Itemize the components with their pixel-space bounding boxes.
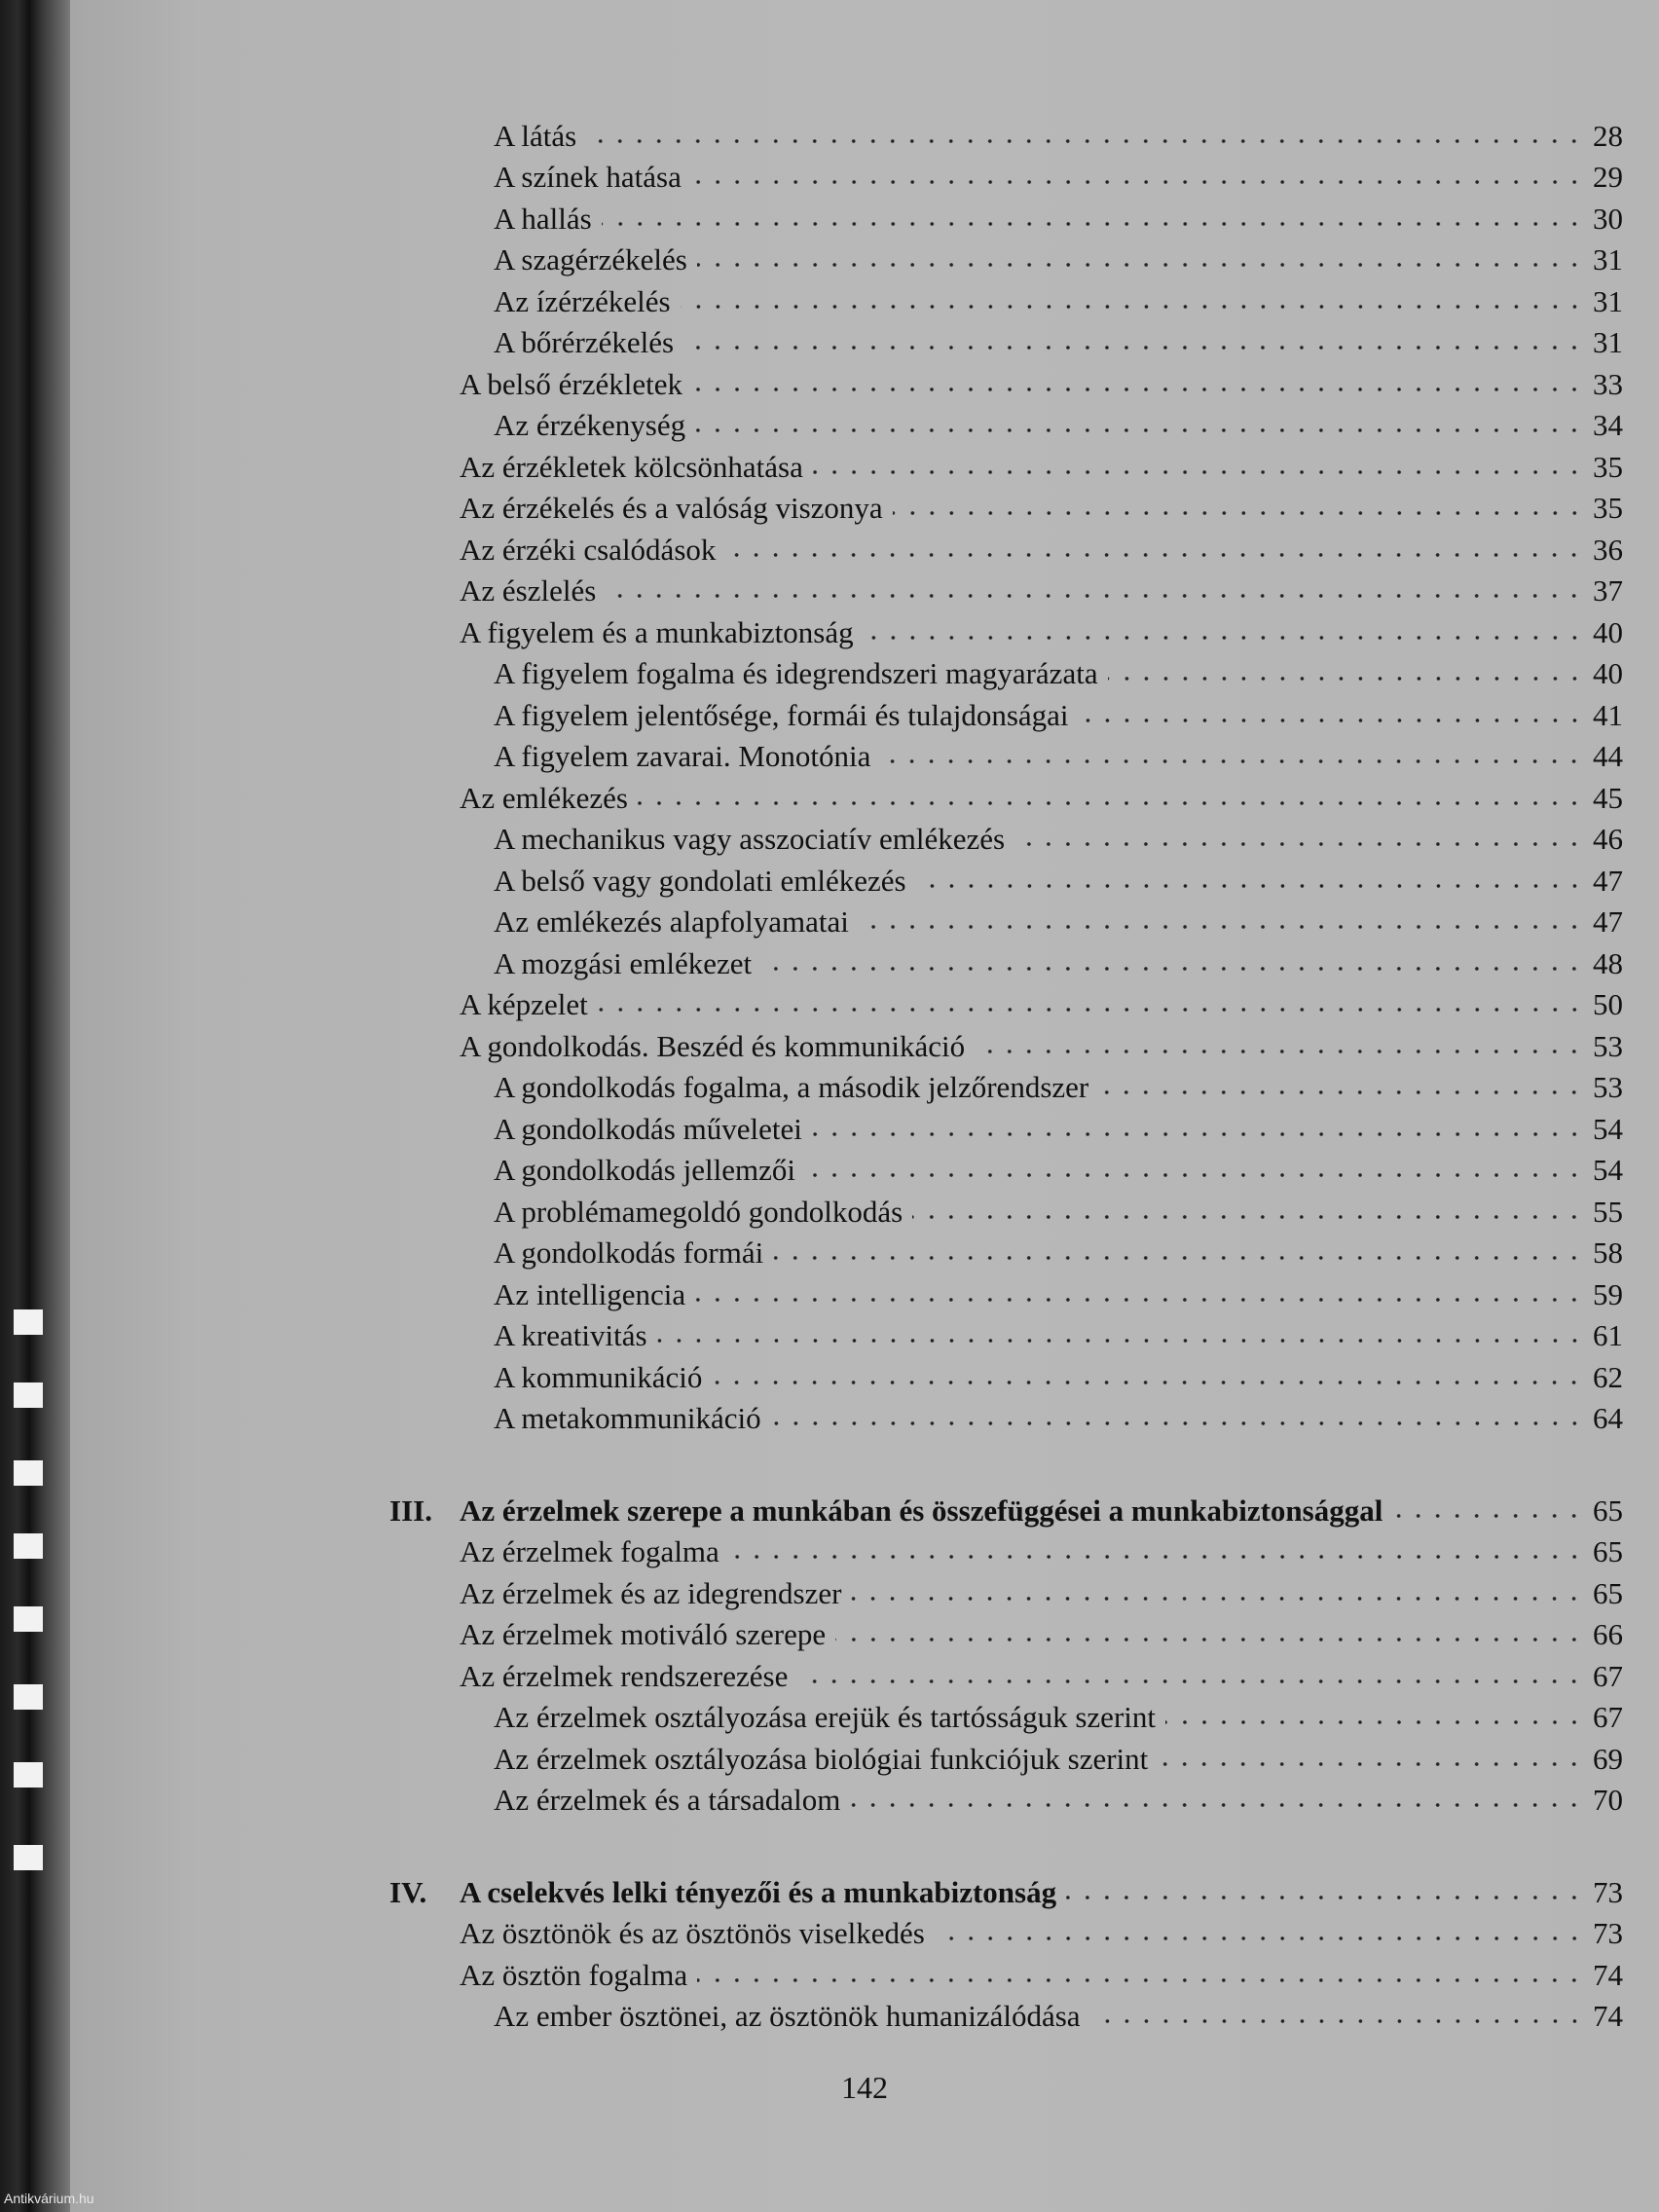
dot-leader	[1158, 1761, 1584, 1767]
spine-mark	[14, 1845, 43, 1870]
toc-page-number: 35	[1593, 450, 1623, 484]
toc-entry-label: A metakommunikáció	[494, 1401, 761, 1435]
toc-row	[460, 570, 1623, 608]
toc-page-number: 31	[1593, 325, 1623, 359]
toc-page-number: 44	[1593, 739, 1623, 773]
toc-page-number: 47	[1593, 904, 1623, 939]
toc-entry-label: Az érzelmek rendszerezése	[460, 1659, 789, 1693]
toc-entry-label: A kommunikáció	[494, 1360, 703, 1394]
toc-row	[494, 404, 1623, 443]
toc-entry-label: A kreativitás	[494, 1318, 647, 1352]
dot-leader	[606, 593, 1584, 599]
toc-row	[494, 652, 1623, 691]
dot-leader	[880, 758, 1584, 764]
toc-entry-label: Az érzelmek osztályozása erejük és tartósságuk szerint	[494, 1700, 1156, 1734]
toc-page-number: 37	[1593, 573, 1623, 608]
dot-leader	[697, 1977, 1584, 1983]
table-of-contents	[70, 0, 1659, 2212]
dot-leader	[761, 966, 1584, 972]
toc-page-number: 67	[1593, 1700, 1623, 1734]
toc-entry-label: Az emlékezés alapfolyamatai	[494, 904, 849, 939]
toc-page-number: 47	[1593, 864, 1623, 898]
toc-chapter-row	[389, 1871, 1623, 1910]
spine-mark	[14, 1533, 43, 1559]
dot-leader	[805, 1172, 1584, 1178]
toc-entry-label: Az érzékletek kölcsönhatása	[460, 450, 803, 484]
toc-row	[460, 1572, 1623, 1611]
toc-row	[494, 1738, 1623, 1777]
toc-row	[494, 1779, 1623, 1818]
toc-page-number: 54	[1593, 1153, 1623, 1187]
toc-row	[460, 1025, 1623, 1064]
toc-entry-label: A cselekvés lelki tényezői és a munkabiztonság	[460, 1875, 1057, 1909]
toc-entry-label: Az érzelmek osztályozása biológiai funkciójuk szerint	[494, 1742, 1149, 1776]
dot-leader	[1090, 2018, 1584, 2024]
toc-row	[460, 363, 1623, 402]
dot-leader	[850, 1802, 1584, 1808]
dot-leader	[586, 138, 1584, 144]
toc-row	[460, 777, 1623, 816]
toc-row	[494, 1356, 1623, 1395]
toc-row	[494, 1149, 1623, 1188]
toc-page-number: 67	[1593, 1659, 1623, 1693]
toc-entry-label: Az érzelmek és a társadalom	[494, 1783, 841, 1817]
spine-mark	[14, 1382, 43, 1408]
dot-leader	[1165, 1719, 1584, 1725]
toc-entry-label: A figyelem zavarai. Monotónia	[494, 739, 871, 773]
toc-entry-label: A hallás	[494, 202, 592, 236]
book-spine	[0, 0, 70, 2212]
dot-leader	[598, 1007, 1584, 1013]
dot-leader	[691, 179, 1584, 185]
toc-entry-label: Az észlelés	[460, 573, 597, 608]
toc-page-number: 33	[1593, 367, 1623, 401]
dot-leader	[1098, 1089, 1584, 1095]
toc-page-number: 65	[1593, 1534, 1623, 1568]
toc-entry-label: A mozgási emlékezet	[494, 946, 753, 980]
toc-entry-label: Az ízérzékelés	[494, 284, 671, 318]
toc-page-number: 46	[1593, 822, 1623, 856]
toc-page-number: 55	[1593, 1195, 1623, 1229]
spine-mark	[14, 1606, 43, 1632]
dot-leader	[975, 1049, 1584, 1054]
toc-entry-label: A gondolkodás műveletei	[494, 1112, 802, 1146]
toc-page-number: 64	[1593, 1401, 1623, 1435]
toc-entry-label: A szagérzékelés	[494, 242, 687, 276]
toc-entry-label: A belső vagy gondolati emlékezés	[494, 864, 906, 898]
toc-row	[494, 1191, 1623, 1230]
toc-page-number: 70	[1593, 1783, 1623, 1817]
toc-entry-label: A gondolkodás jellemzői	[494, 1153, 795, 1187]
toc-row	[494, 1108, 1623, 1147]
dot-leader	[712, 1380, 1584, 1385]
toc-row	[460, 611, 1623, 650]
dot-leader	[1108, 676, 1584, 682]
dot-leader	[692, 387, 1584, 392]
toc-row	[494, 860, 1623, 899]
toc-entry-label: A gondolkodás. Beszéd és kommunikáció	[460, 1029, 966, 1063]
dot-leader	[683, 345, 1584, 350]
spine-mark	[14, 1309, 43, 1335]
toc-row	[460, 1655, 1623, 1694]
toc-entry-label: A mechanikus vagy asszociatív emlékezés	[494, 822, 1006, 856]
toc-entry-label: Az ösztön fogalma	[460, 1958, 688, 1992]
toc-page-number: 65	[1593, 1576, 1623, 1610]
toc-row	[494, 1232, 1623, 1271]
dot-leader	[697, 262, 1584, 268]
toc-page-number: 36	[1593, 533, 1623, 567]
toc-page-number: 59	[1593, 1277, 1623, 1311]
toc-row	[460, 1530, 1623, 1569]
dot-leader	[859, 924, 1584, 930]
spine-mark	[14, 1762, 43, 1788]
toc-page-number: 45	[1593, 781, 1623, 815]
dot-leader	[916, 883, 1584, 889]
dot-leader	[813, 469, 1584, 475]
toc-row	[494, 818, 1623, 857]
toc-entry-label: Az érzelmek motiváló szerepe	[460, 1617, 827, 1651]
toc-row	[494, 1995, 1623, 2034]
toc-entry-label: Az érzelmek fogalma	[460, 1534, 719, 1568]
toc-row	[460, 1912, 1623, 1951]
dot-leader	[912, 1214, 1584, 1220]
page-number: 142	[841, 2070, 888, 2105]
toc-row	[460, 487, 1623, 526]
watermark: Antikvárium.hu	[4, 2191, 94, 2206]
toc-entry-label: Az érzelmek és az idegrendszer	[460, 1576, 842, 1610]
toc-page-number: 53	[1593, 1029, 1623, 1063]
dot-leader	[695, 427, 1584, 433]
spine-mark	[14, 1684, 43, 1710]
dot-leader	[771, 1420, 1584, 1426]
dot-leader	[729, 1554, 1584, 1560]
toc-entry-label: A gondolkodás formái	[494, 1235, 764, 1270]
toc-row	[494, 694, 1623, 733]
toc-row	[460, 1954, 1623, 1993]
toc-entry-label: Az érzéki csalódások	[460, 533, 717, 567]
toc-page-number: 58	[1593, 1235, 1623, 1270]
toc-row	[494, 280, 1623, 319]
dot-leader	[851, 1596, 1584, 1602]
toc-page-number: 41	[1593, 698, 1623, 732]
toc-row	[494, 198, 1623, 237]
toc-row	[460, 983, 1623, 1022]
toc-page-number: 40	[1593, 656, 1623, 690]
dot-leader	[812, 1131, 1584, 1137]
toc-entry-label: Az ember ösztönei, az ösztönök humanizálódása	[494, 1999, 1081, 2033]
toc-row	[494, 115, 1623, 154]
toc-entry-label: A színek hatása	[494, 160, 682, 194]
toc-entry-label: A figyelem jelentősége, formái és tulajdonságai	[494, 698, 1069, 732]
chapter-number: III.	[389, 1493, 432, 1528]
dot-leader	[1014, 841, 1584, 847]
dot-leader	[935, 1936, 1584, 1941]
toc-page-number: 34	[1593, 408, 1623, 442]
toc-entry-label: A bőrérzékelés	[494, 325, 675, 359]
toc-entry-label: A figyelem és a munkabiztonság	[460, 615, 854, 649]
toc-page-number: 74	[1593, 1958, 1623, 1992]
book-page	[70, 0, 1659, 2212]
toc-row	[460, 446, 1623, 485]
toc-page-number: 50	[1593, 987, 1623, 1021]
toc-entry-label: A képzelet	[460, 987, 588, 1021]
dot-leader	[1066, 1895, 1584, 1900]
toc-page-number: 61	[1593, 1318, 1623, 1352]
toc-page-number: 29	[1593, 160, 1623, 194]
toc-chapter-row	[389, 1490, 1623, 1529]
toc-entry-label: A problémamegoldó gondolkodás	[494, 1195, 903, 1229]
toc-page-number: 40	[1593, 615, 1623, 649]
toc-row	[494, 1066, 1623, 1105]
toc-entry-label: Az érzékenység	[494, 408, 686, 442]
toc-entry-label: A gondolkodás fogalma, a második jelzőrendszer	[494, 1070, 1089, 1104]
toc-entry-label: Az emlékezés	[460, 781, 628, 815]
dot-leader	[797, 1678, 1584, 1684]
toc-page-number: 30	[1593, 202, 1623, 236]
toc-page-number: 73	[1593, 1916, 1623, 1950]
toc-page-number: 28	[1593, 119, 1623, 153]
toc-page-number: 53	[1593, 1070, 1623, 1104]
dot-leader	[695, 1297, 1584, 1303]
toc-entry-label: A figyelem fogalma és idegrendszeri magyarázata	[494, 656, 1098, 690]
toc-page-number: 69	[1593, 1742, 1623, 1776]
toc-page-number: 73	[1593, 1875, 1623, 1909]
dot-leader	[657, 1338, 1584, 1344]
dot-leader	[864, 635, 1584, 641]
toc-row	[494, 901, 1623, 940]
toc-row	[460, 529, 1623, 568]
toc-entry-label: A belső érzékletek	[460, 367, 682, 401]
toc-page-number: 31	[1593, 284, 1623, 318]
toc-entry-label: Az intelligencia	[494, 1277, 686, 1311]
toc-page-number: 54	[1593, 1112, 1623, 1146]
spine-mark	[14, 1460, 43, 1486]
dot-leader	[602, 221, 1584, 227]
chapter-number: IV.	[389, 1875, 427, 1909]
toc-page-number: 66	[1593, 1617, 1623, 1651]
toc-entry-label: Az ösztönök és az ösztönös viselkedés	[460, 1916, 925, 1950]
toc-row	[494, 1397, 1623, 1436]
dot-leader	[1392, 1513, 1584, 1519]
toc-page-number: 35	[1593, 491, 1623, 525]
toc-row	[494, 239, 1623, 277]
dot-leader	[1079, 718, 1584, 723]
toc-row	[494, 1314, 1623, 1353]
toc-page-number: 48	[1593, 946, 1623, 980]
toc-entry-label: Az érzelmek szerepe a munkában és összefüggései a munkabiztonsággal	[460, 1493, 1383, 1528]
dot-leader	[638, 800, 1584, 806]
dot-leader	[773, 1255, 1584, 1261]
dot-leader	[681, 304, 1584, 310]
toc-row	[494, 942, 1623, 981]
dot-leader	[835, 1637, 1584, 1642]
toc-page-number: 62	[1593, 1360, 1623, 1394]
toc-entry-label: Az érzékelés és a valóság viszonya	[460, 491, 883, 525]
dot-leader	[893, 510, 1584, 516]
toc-page-number: 74	[1593, 1999, 1623, 2033]
toc-row	[494, 321, 1623, 360]
toc-page-number: 65	[1593, 1493, 1623, 1528]
toc-row	[494, 156, 1623, 195]
toc-page-number: 31	[1593, 242, 1623, 276]
toc-entry-label: A látás	[494, 119, 577, 153]
toc-row	[460, 1613, 1623, 1652]
toc-row	[494, 735, 1623, 774]
dot-leader	[725, 552, 1584, 558]
toc-row	[494, 1696, 1623, 1735]
toc-row	[494, 1273, 1623, 1312]
